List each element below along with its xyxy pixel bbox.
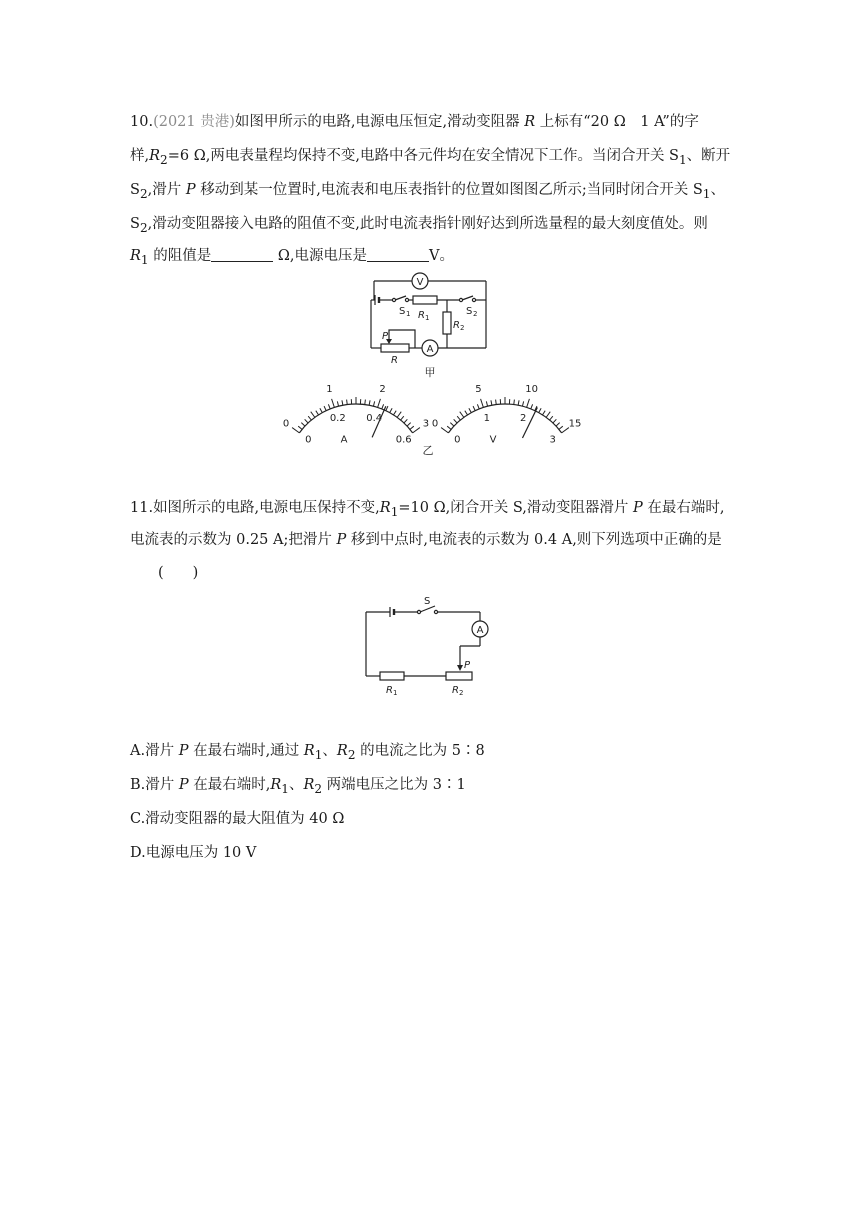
q10-line-1: 10.(2021 贵港)如图甲所示的电路,电源电压恒定,滑动变阻器 R 上标有“20 Ω 1 A”的字	[130, 114, 699, 130]
svg-text:R: R	[391, 355, 398, 366]
dial-top-label: 1	[326, 384, 333, 396]
q11-answer-paren[interactable]: ( )	[158, 565, 199, 581]
dial-inner-label: 3	[549, 434, 556, 446]
rheostat-r	[381, 344, 409, 352]
resistor-r1	[413, 296, 437, 304]
svg-text:R: R	[452, 685, 459, 696]
dial-inner-label: 0.6	[395, 434, 412, 446]
q10-line-2: 样$,R_2=6$ Ω,两电表量程均保持不变,电路中各元件均在安全情况下工作。当闭合开关 $S_1$、断开	[130, 148, 731, 167]
dial-top-label: 2	[379, 384, 386, 396]
option-b[interactable]: B.滑片 P 在最右端时$,R_1$、$R_2$ 两端电压之比为 3∶1	[130, 777, 466, 796]
svg-text:R: R	[386, 685, 393, 696]
svg-text:A: A	[426, 344, 434, 355]
dial-top-label: 5	[475, 384, 482, 396]
rheostat-r2	[446, 672, 472, 680]
dial-end-label: 3	[422, 418, 430, 430]
ammeter-dial	[283, 384, 429, 445]
figure-yi-label: 乙	[422, 444, 434, 457]
option-c[interactable]: C.滑动变阻器的最大阻值为 40 Ω	[130, 811, 345, 827]
q10-source: (2021 贵港)	[153, 114, 235, 130]
svg-text:A: A	[476, 625, 484, 636]
svg-text:S: S	[399, 306, 406, 317]
svg-text:1: 1	[425, 314, 430, 322]
dial-end-label: 0	[282, 418, 290, 430]
answer-blank-1[interactable]	[211, 247, 273, 262]
voltmeter-dial	[432, 384, 581, 445]
dial-symbol: V	[489, 434, 497, 446]
svg-text:V: V	[416, 277, 424, 288]
dial-inner-label: 1	[483, 412, 490, 424]
q11-line-1: 11.如图所示的电路,电源电压保持不变$,R_1=10$ Ω,闭合开关 S,滑动变阻器滑片 P 在最右端时,	[130, 500, 725, 519]
answer-blank-2[interactable]	[367, 247, 429, 262]
svg-text:1: 1	[406, 310, 411, 318]
dial-inner-label: 2	[520, 412, 527, 424]
svg-text:1: 1	[393, 689, 398, 697]
option-d[interactable]: D.电源电压为 10 V	[130, 845, 257, 861]
figure-q11-circuit	[362, 596, 502, 696]
q10-line-3: $S_2$,滑片 P 移动到某一位置时,电流表和电压表指针的位置如图图乙所示;当同时闭合开关 $S_1$、	[130, 182, 725, 201]
svg-text:S: S	[466, 306, 473, 317]
figure-jia-label: 甲	[424, 366, 436, 379]
svg-text:2: 2	[473, 310, 478, 318]
figure-jia-circuit	[365, 268, 495, 383]
q10-line-4: $S_2$,滑动变阻器接入电路的阻值不变,此时电流表指针刚好达到所选量程的最大刻度值处。则	[130, 216, 708, 235]
dial-symbol: A	[340, 434, 348, 446]
resistor-r2	[443, 312, 451, 334]
resistor-r1	[380, 672, 404, 680]
figure-yi-meters	[282, 374, 582, 460]
dial-end-label: 15	[568, 418, 582, 430]
svg-text:S: S	[424, 596, 431, 607]
q11-line-2: 电流表的示数为 0.25 A;把滑片 P 移到中点时,电流表的示数为 0.4 A,则下列选项中正确的是	[130, 532, 722, 548]
dial-inner-label: 0	[454, 434, 461, 446]
q10-number: 10.	[130, 114, 154, 130]
svg-text:2: 2	[459, 689, 464, 697]
dial-top-label: 10	[525, 384, 538, 396]
switch-s2	[462, 296, 473, 300]
dial-inner-label: 0.2	[329, 412, 346, 424]
dial-end-label: 0	[431, 418, 439, 430]
option-a[interactable]: A.滑片 P 在最右端时,通过 $R_1$、$R_2$ 的电流之比为 5∶8	[130, 743, 485, 762]
q10-line-5: $R_1$ 的阻值是 Ω,电源电压是 V。	[130, 248, 454, 267]
svg-text:P: P	[382, 331, 389, 342]
switch-s1	[395, 296, 406, 300]
svg-text:R: R	[453, 320, 460, 331]
svg-text:R: R	[418, 310, 425, 321]
svg-text:2: 2	[460, 324, 465, 332]
q11-number: 11.	[130, 500, 154, 516]
svg-text:P: P	[464, 660, 471, 671]
dial-inner-label: 0.4	[366, 412, 383, 424]
dial-inner-label: 0	[305, 434, 312, 446]
